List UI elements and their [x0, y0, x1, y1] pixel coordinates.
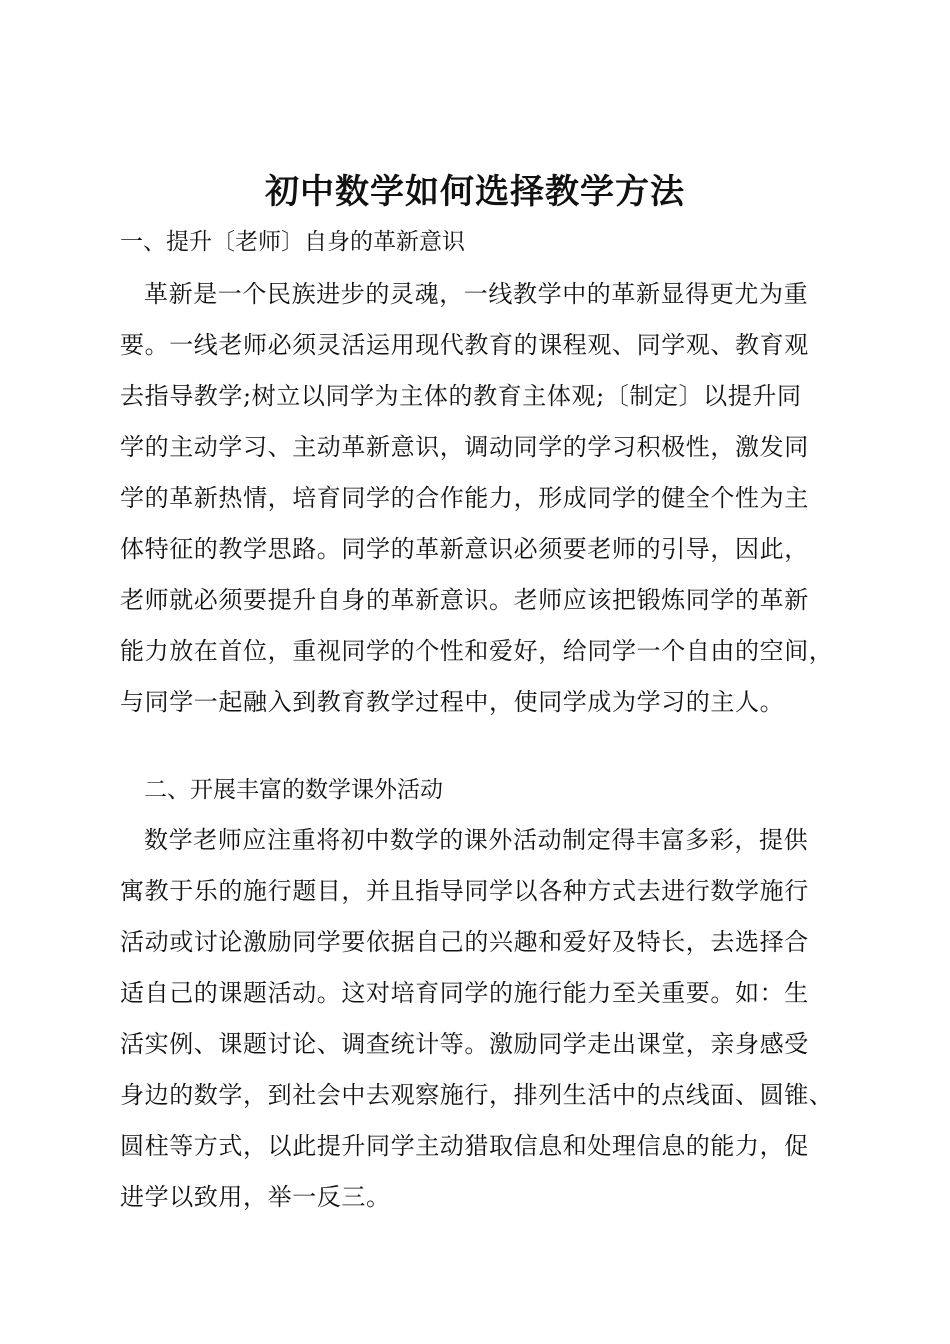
paragraph-line: 身边的数学，到社会中去观察施行，排列生活中的点线面、圆锥、 [120, 1081, 834, 1109]
paragraph-line: 去指导教学;树立以同学为主体的教育主体观;〔制定〕以提升同 [120, 382, 802, 410]
paragraph-line: 体特征的教学思路。同学的革新意识必须要老师的引导，因此， [120, 535, 809, 563]
paragraph-line: 活动或讨论激励同学要依据自己的兴趣和爱好及特长，去选择合 [120, 928, 809, 956]
section-2-paragraph [120, 824, 840, 1232]
paragraph-line: 学的革新热情，培育同学的合作能力，形成同学的健全个性为主 [120, 484, 809, 512]
paragraph-line: 老师就必须要提升自身的革新意识。老师应该把锻炼同学的革新 [120, 586, 809, 614]
paragraph-line: 能力放在首位，重视同学的个性和爱好，给同学一个自由的空间， [120, 637, 834, 665]
paragraph-line: 进学以致用，举一反三。 [120, 1183, 391, 1211]
paragraph-line: 数学老师应注重将初中数学的课外活动制定得丰富多彩，提供 [144, 826, 809, 854]
paragraph-line: 要。一线老师必须灵活运用现代教育的课程观、同学观、教育观 [120, 331, 809, 359]
paragraph-line: 学的主动学习、主动革新意识，调动同学的学习积极性，激发同 [120, 433, 809, 461]
paragraph-line: 活实例、课题讨论、调查统计等。激励同学走出课堂，亲身感受 [120, 1030, 809, 1058]
section-1-paragraph [120, 278, 840, 737]
document-title: 初中数学如何选择教学方法 [265, 171, 685, 212]
paragraph-line: 与同学一起融入到教育教学过程中，使同学成为学习的主人。 [120, 688, 785, 716]
section-1-heading: 一、提升〔老师〕自身的革新意识 [120, 229, 465, 255]
paragraph-line: 寓教于乐的施行题目，并且指导同学以各种方式去进行数学施行 [120, 877, 809, 905]
paragraph-line: 圆柱等方式，以此提升同学主动猎取信息和处理信息的能力，促 [120, 1132, 809, 1160]
section-2-heading: 二、开展丰富的数学课外活动 [144, 777, 443, 803]
paragraph-line: 适自己的课题活动。这对培育同学的施行能力至关重要。如：生 [120, 979, 809, 1007]
paragraph-line: 革新是一个民族进步的灵魂，一线教学中的革新显得更尤为重 [144, 280, 809, 308]
